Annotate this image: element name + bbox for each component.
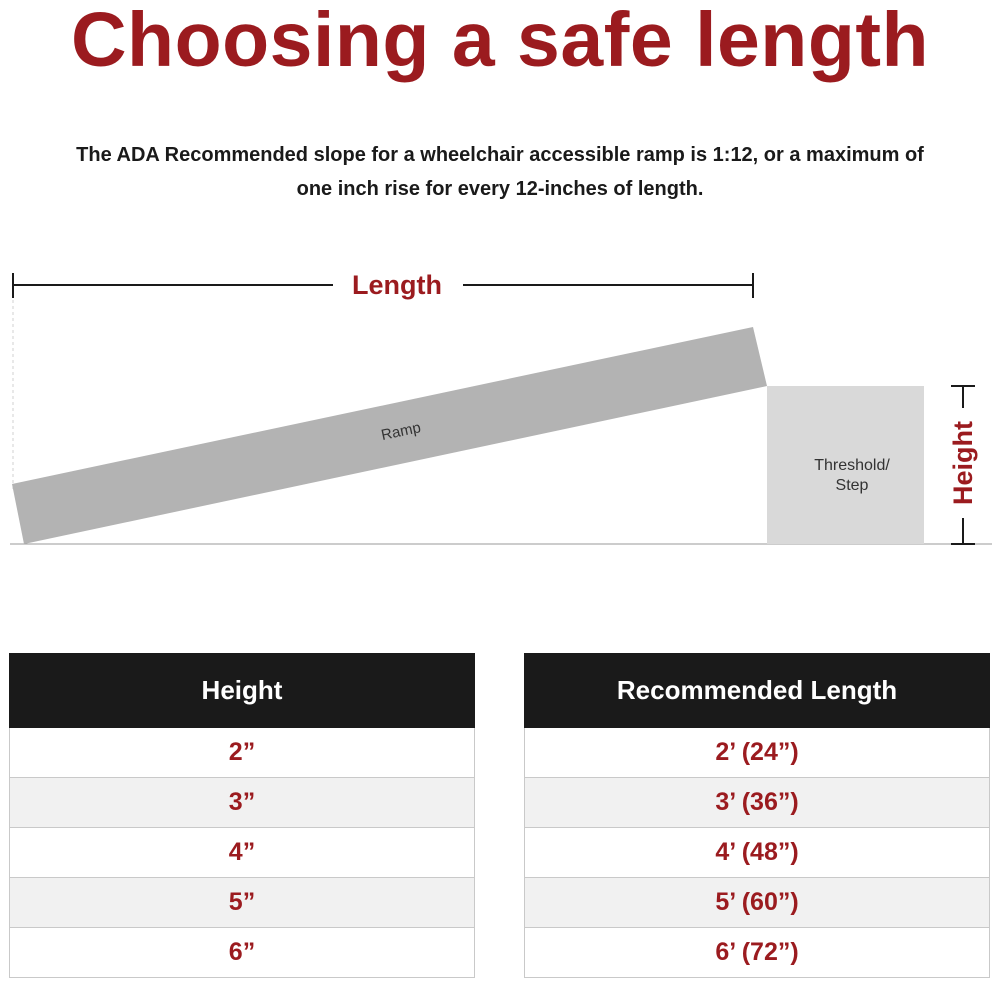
recommended-length-table — [524, 653, 990, 978]
length-table-header: Recommended Length — [524, 653, 990, 728]
height-label: Height — [948, 421, 978, 505]
table-row: 3’ (36”) — [524, 778, 990, 828]
subtitle-line-2: one inch rise for every 12-inches of length. — [296, 178, 704, 200]
page-title: Choosing a safe length — [70, 0, 930, 83]
table-row: 4’ (48”) — [524, 828, 990, 878]
step-label-line-1: Threshold/ — [814, 457, 890, 474]
step-label-line-2: Step — [835, 477, 869, 494]
table-row: 2” — [9, 728, 475, 778]
table-row: 5” — [9, 878, 475, 928]
table-row: 6” — [9, 928, 475, 978]
table-row: 6’ (72”) — [524, 928, 990, 978]
table-row: 2’ (24”) — [524, 728, 990, 778]
height-table-header: Height — [9, 653, 475, 728]
table-row: 5’ (60”) — [524, 878, 990, 928]
ramp-label: Ramp — [379, 419, 423, 445]
length-label: Length — [352, 270, 442, 300]
subtitle-line-1: The ADA Recommended slope for a wheelchair accessible ramp is 1:12, or a maximum of — [76, 144, 924, 166]
table-row: 3” — [9, 778, 475, 828]
height-table — [9, 653, 475, 978]
table-row: 4” — [9, 828, 475, 878]
